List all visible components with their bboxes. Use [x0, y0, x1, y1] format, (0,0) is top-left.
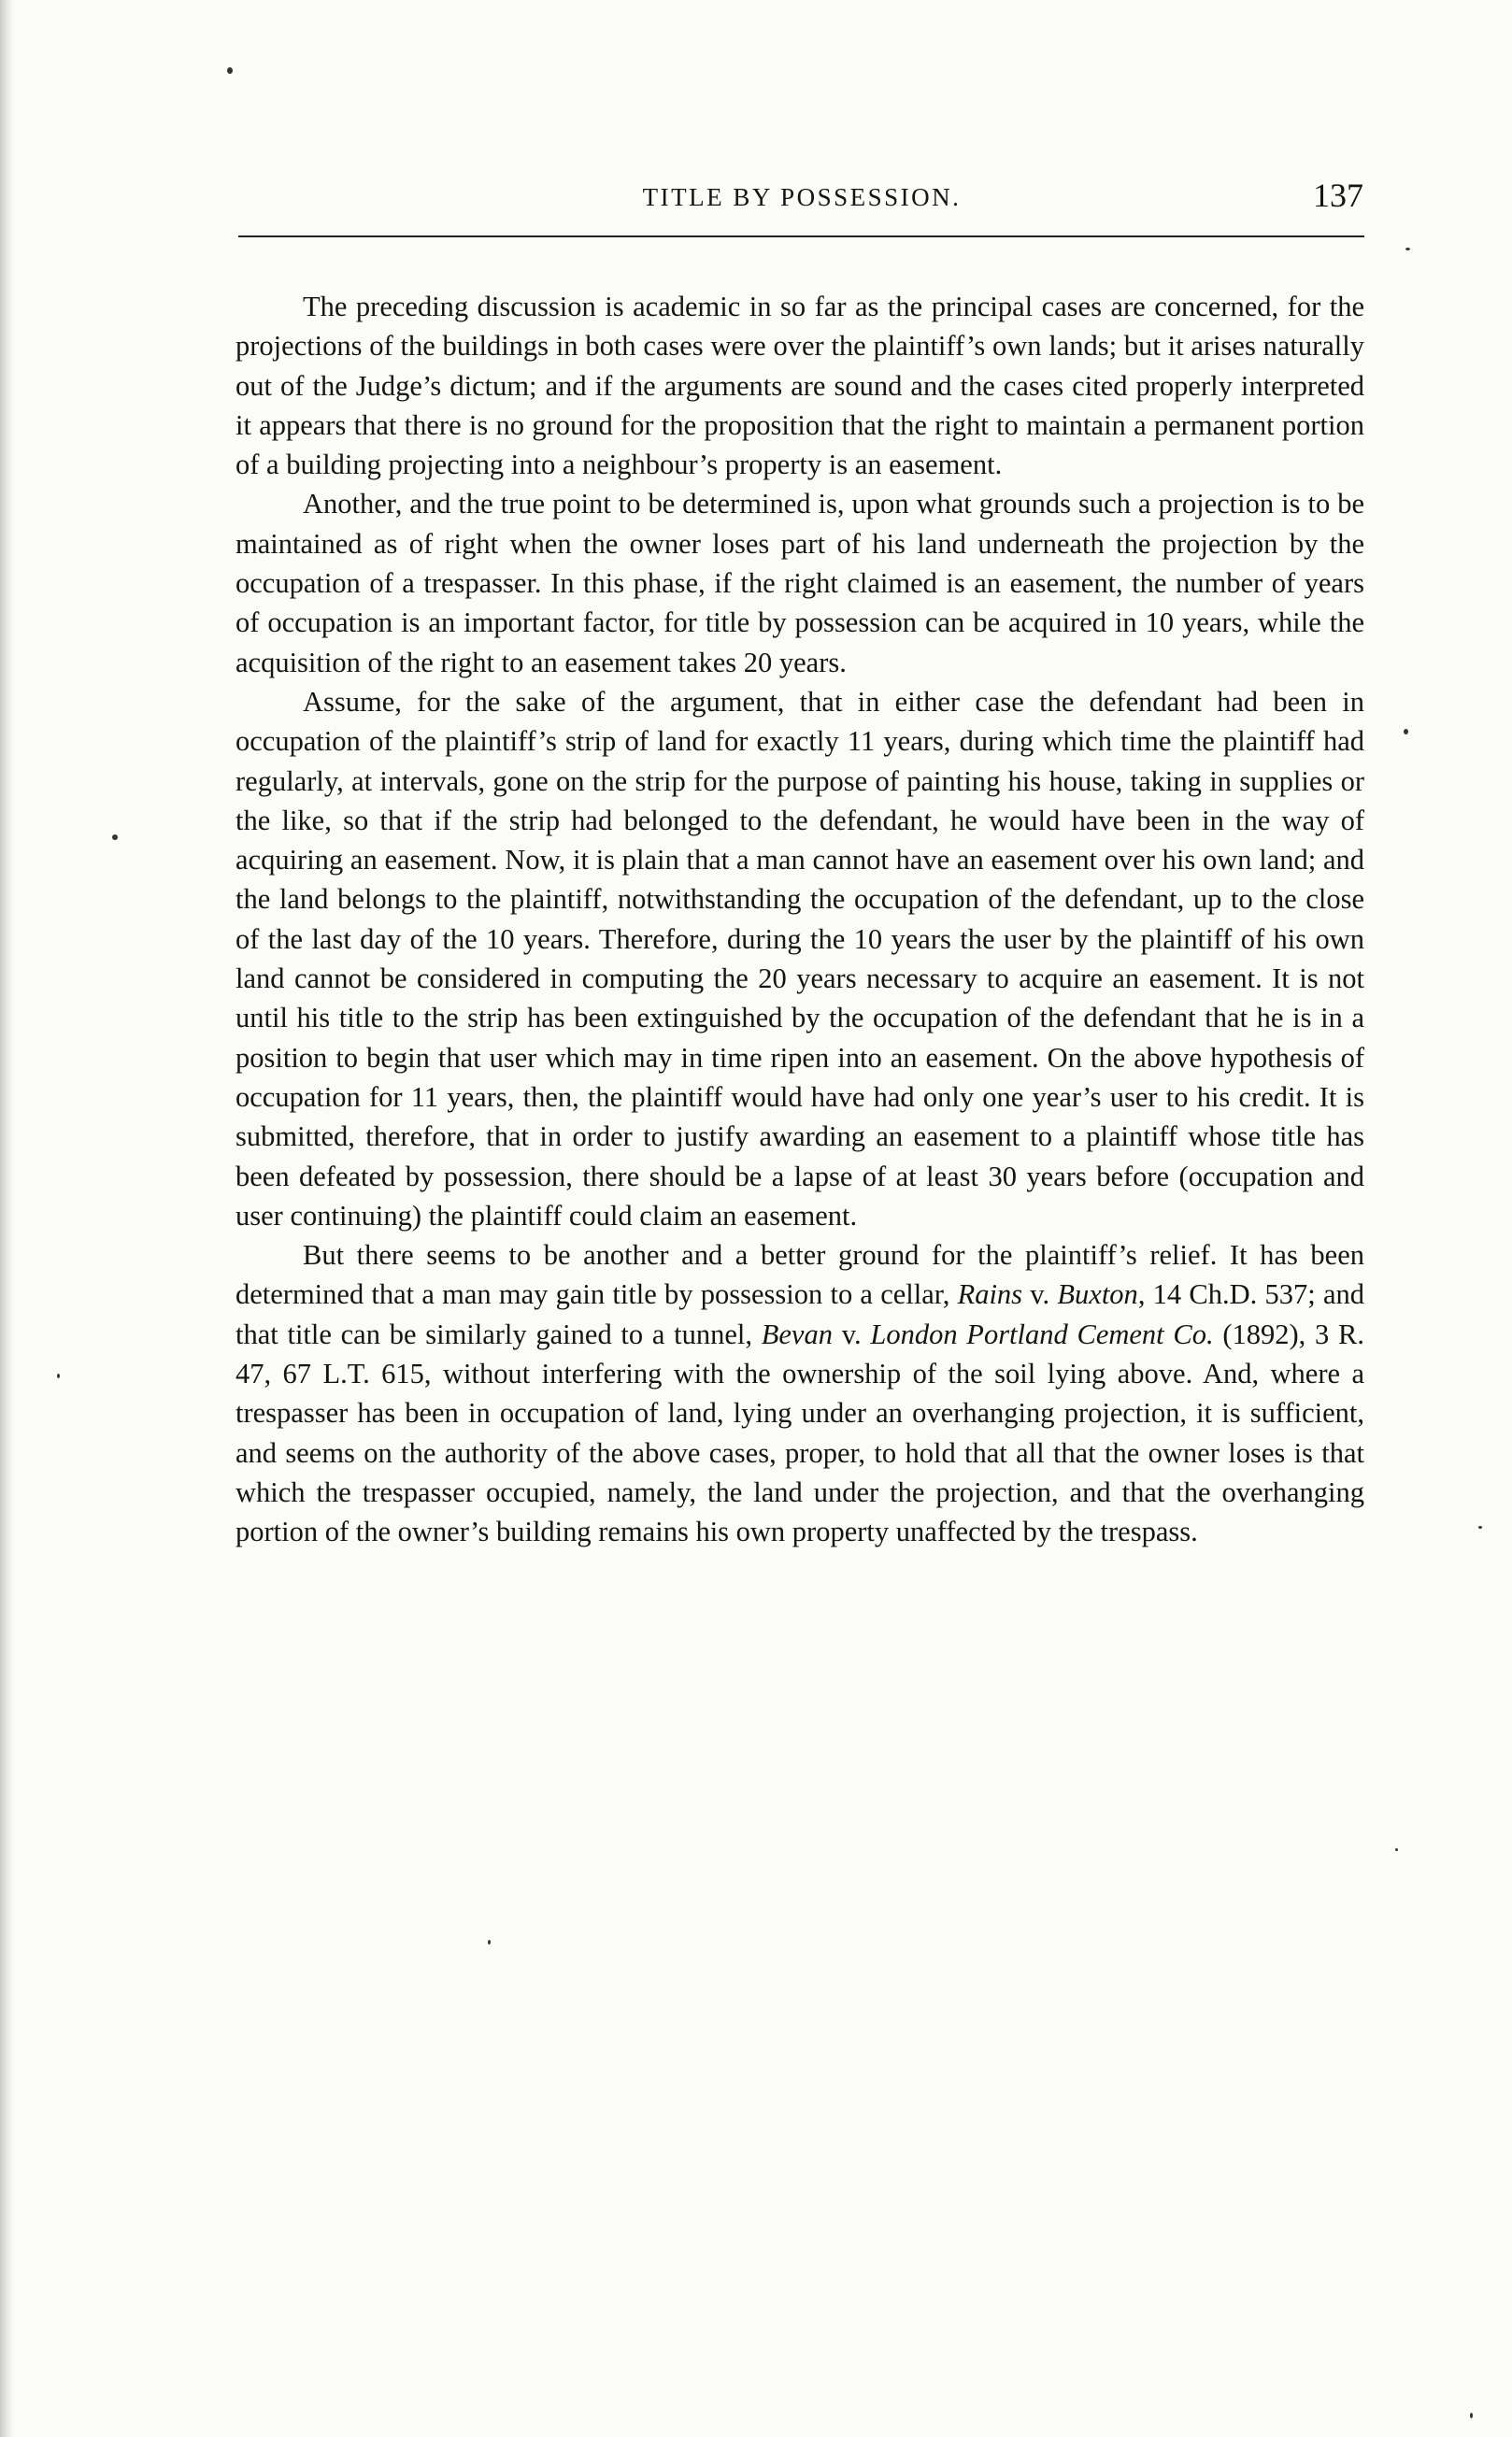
- page-header: [236, 170, 1367, 226]
- paragraph: [235, 682, 1364, 1235]
- case-name-italic: Bevan: [761, 1318, 833, 1350]
- text-run: The preceding discussion is academic in so far as the principal cases are concerned, for the projections of the buildings in both cases were over the plaintiff’s own lands; but it arises naturally out of the Judge’s dictum; and if the arguments are sound and the cases cited properly interpreted it appears that there is no ground for the proposition that the right to maintain a permanent portion of a building projecting into a neighbour’s property is an easement.: [235, 291, 1364, 481]
- paragraph: [235, 484, 1364, 681]
- text-run: (1892), 3 R. 47, 67 L.T. 615, without interfering with the ownership of the soil lying above. And, where a trespasser has been in occupation of land, lying under an overhanging projection, it is sufficient, and seems on the authority of the above cases, proper, to hold that all that the owner loses is that which the trespasser occupied, namely, the land under the projection, and that the overhanging portion of the owner’s building remains his own property unaffected by the trespass.: [235, 1318, 1364, 1548]
- case-name-italic: Rains: [957, 1278, 1023, 1311]
- scan-speck: [1404, 729, 1408, 734]
- case-name-italic: London Portland Cement Co.: [870, 1318, 1214, 1350]
- scan-speck: [1470, 2413, 1473, 2418]
- text-run: v.: [832, 1318, 871, 1350]
- paragraph: [235, 1235, 1364, 1551]
- text-run: Assume, for the sake of the argument, that in either case the defendant had been in occupation of the plaintiff’s strip of land for exactly 11 years, during which time the plaintiff had regularly, at intervals, gone on the strip for the purpose of painting his house, taking in supplies or the like, so that if the strip had belonged to the defendant, he would have been in the way of acquiring an easement. Now, it is plain that a man cannot have an easement over his own land; and the land belongs to the plaintiff, notwithstanding the occupation of the defendant, up to the close of the last day of the 10 years. Therefore, during the 10 years the user by the plaintiff of his own land cannot be considered in computing the 20 years necessary to acquire an easement. It is not until his title to the strip has been extinguished by the occupation of the defendant that he is in a position to begin that user which may in time ripen into an easement. On the above hypothesis of occupation for 11 years, then, the plaintiff would have had only one year’s user to his credit. It is submitted, therefore, that in order to justify awarding an easement to a plaintiff whose title has been defeated by possession, there should be a lapse of at least 30 years before (occupation and user continuing) the plaintiff could claim an easement.: [235, 685, 1364, 1232]
- text-run: But there seems to be another and a better ground for the plaintiff’s relief. It has been determined that a man may gain title by possession to a cellar,: [235, 1239, 1364, 1311]
- scan-edge-shadow: [0, 0, 13, 2437]
- body-text: [235, 287, 1364, 1552]
- scan-speck: [1395, 1848, 1398, 1851]
- scan-speck: [227, 67, 233, 74]
- page-number: 137: [1313, 177, 1363, 214]
- scan-speck: [112, 834, 118, 840]
- text-run: Another, and the true point to be determined is, upon what grounds such a projection is to be maintained as of right when the owner loses part of his land underneath the projection by the occupation of a trespasser. In this phase, if the right claimed is an easement, the number of years of occupation is an important factor, for title by possession can be acquired in 10 years, while the acquisition of the right to an easement takes 20 years.: [235, 488, 1364, 678]
- text-run: , 14 Ch.D. 537; and that title can be similarly gained to a tunnel,: [235, 1278, 1364, 1350]
- text-run: v.: [1022, 1278, 1058, 1311]
- scan-speck: [1478, 1526, 1482, 1529]
- scan-speck: [488, 1940, 491, 1945]
- case-name-italic: Buxton: [1057, 1278, 1138, 1311]
- scan-speck: [1405, 248, 1410, 250]
- header-rule: [238, 235, 1364, 237]
- running-title: TITLE BY POSSESSION.: [642, 183, 962, 211]
- paragraph: [235, 287, 1364, 484]
- scan-speck: [57, 1374, 60, 1378]
